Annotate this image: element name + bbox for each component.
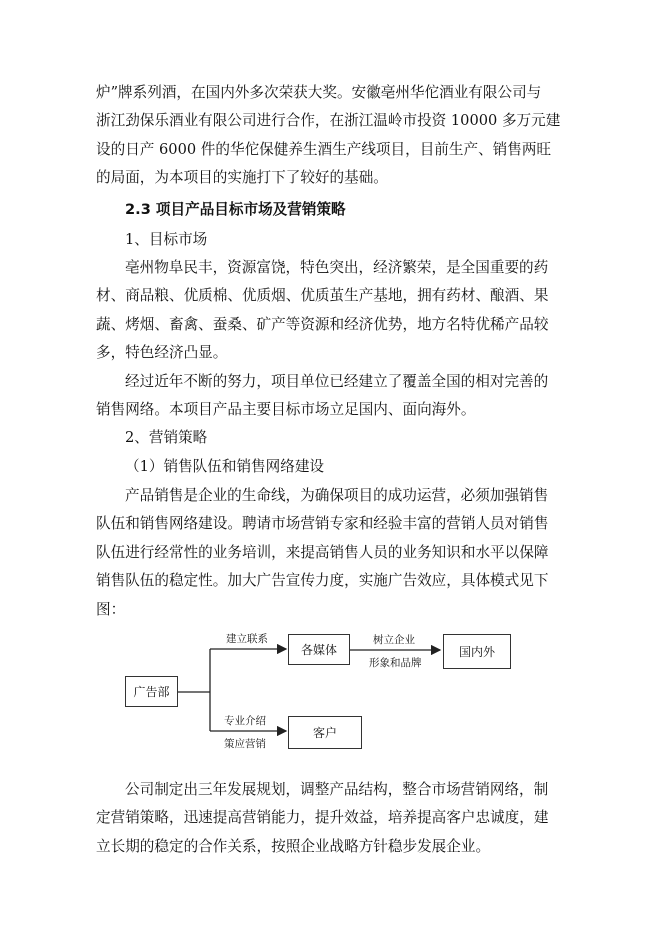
paragraph-sales-team bbox=[96, 482, 580, 624]
text-line: 设的日产 6000 件的华佗保健养生酒生产线项目，目前生产、销售两旺 bbox=[96, 140, 552, 158]
paragraph-sales-network bbox=[96, 368, 580, 425]
label-strategy: 策应营销 bbox=[224, 738, 266, 750]
text-line: 的局面，为本项目的实施打下了较好的基础。 bbox=[96, 169, 388, 187]
text-line: 蔬、烤烟、畜禽、蚕桑、矿产等资源和经济优势，地方名特优稀产品较 bbox=[96, 315, 549, 333]
text-line: 炉”牌系列酒，在国内外多次荣获大奖。安徽亳州华佗酒业有限公司与 bbox=[96, 84, 542, 101]
subheading-marketing-strategy: 2、营销策略 bbox=[125, 429, 208, 446]
text-line: 经过近年不断的努力，项目单位已经建立了覆盖全国的相对完善的 bbox=[125, 373, 549, 390]
text-line: 浙江劲保乐酒业有限公司进行合作，在浙江温岭市投资 10000 多万元建 bbox=[96, 112, 561, 130]
box-media: 各媒体 bbox=[288, 634, 350, 665]
paragraph-company-intro bbox=[96, 79, 580, 193]
label-pro-intro: 专业介绍 bbox=[224, 715, 266, 727]
text-line: 销售队伍的稳定性。加大广告宣传力度，实施广告效应，具体模式见下 bbox=[96, 572, 549, 590]
label-contact: 建立联系 bbox=[226, 633, 268, 645]
text-line: 材、商品粮、优质棉、优质烟、优质茧生产基地，拥有药材、酿酒、果 bbox=[96, 287, 549, 305]
paragraph-target-market bbox=[96, 254, 580, 368]
subheading-target-market: 1、目标市场 bbox=[125, 231, 208, 248]
text-line: 图： bbox=[96, 600, 126, 618]
box-domestic-foreign: 国内外 bbox=[443, 634, 511, 669]
text-line: 多，特色经济凸显。 bbox=[96, 344, 228, 362]
text-line: 公司制定出三年发展规划，调整产品结构，整合市场营销网络，制 bbox=[125, 781, 549, 798]
label-establish: 树立企业 bbox=[373, 634, 415, 646]
box-customer: 客户 bbox=[288, 716, 362, 749]
text-line: 定营销策略，迅速提高营销能力，提升效益，培养提高客户忠诚度，建 bbox=[96, 809, 549, 827]
text-line: 销售网络。本项目产品主要目标市场立足国内、面向海外。 bbox=[96, 401, 476, 419]
text-line: 队伍和销售网络建设。聘请市场营销专家和经验丰富的营销人员对销售 bbox=[96, 515, 549, 533]
advertising-diagram bbox=[120, 624, 540, 770]
text-line: 立长期的稳定的合作关系，按照企业战略方针稳步发展企业。 bbox=[96, 837, 491, 855]
label-image: 形象和品牌 bbox=[369, 657, 422, 669]
section-title: 2.3 项目产品目标市场及营销策略 bbox=[125, 201, 346, 218]
text-line: 队伍进行经常性的业务培训，来提高销售人员的业务知识和水平以保障 bbox=[96, 543, 549, 561]
text-line: 产品销售是企业的生命线，为确保项目的成功运营，必须加强销售 bbox=[125, 487, 549, 504]
text-line: 亳州物阜民丰，资源富饶，特色突出，经济繁荣，是全国重要的药 bbox=[125, 259, 549, 276]
box-ad-dept: 广告部 bbox=[125, 676, 178, 707]
subheading-sales-team: （1）销售队伍和销售网络建设 bbox=[125, 458, 325, 475]
paragraph-development-plan bbox=[96, 776, 580, 861]
